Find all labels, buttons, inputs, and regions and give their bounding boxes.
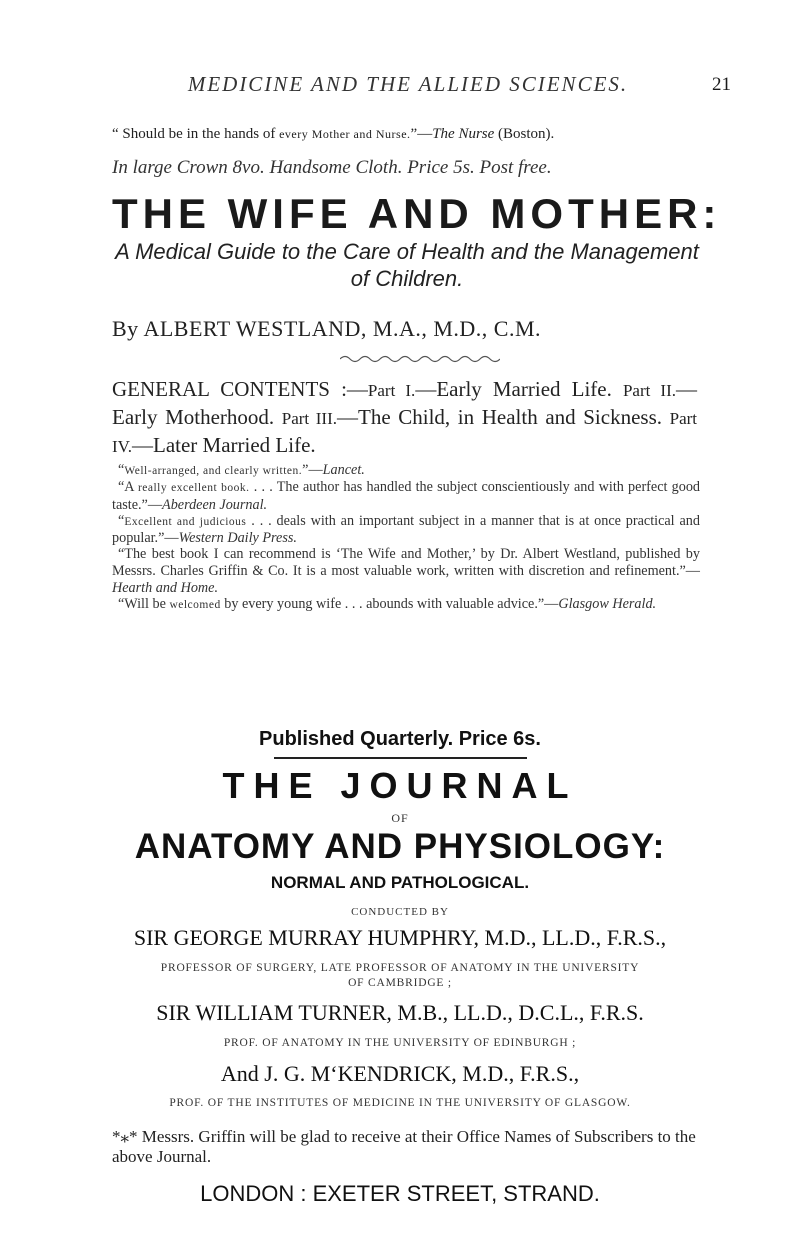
editor-affiliation: PROF. OF THE INSTITUTES OF MEDICINE IN THE UNIVERSITY OF GLASGOW. <box>169 1097 631 1109</box>
editor-name: And J. G. M‘KENDRICK, M.D., F.R.S., <box>220 1061 580 1086</box>
running-header: MEDICINE AND THE ALLIED SCIENCES. <box>187 72 629 96</box>
book-title: THE WIFE AND MOTHER: <box>112 190 722 237</box>
editor-name: SIR GEORGE MURRAY HUMPHRY, M.D., LL.D., F.R.S., <box>133 925 667 950</box>
page-number: 21 <box>712 74 731 95</box>
conducted-by: CONDUCTED BY <box>351 906 449 918</box>
nurse-quote: “ Should be in the hands of every Mother and Nurse.”—The Nurse (Boston). <box>112 126 555 142</box>
heading-rule <box>274 757 527 759</box>
general-contents: GENERAL CONTENTS :—Part I.—Early Married Life. Part II.—Early Motherhood. Part III.—The Child, in Health and Sickness. Part IV.—Later Married Life. <box>112 377 697 457</box>
format-price-line: In large Crown 8vo. Handsome Cloth. Price 5s. Post free. <box>112 157 552 178</box>
review-item: “The best book I can recommend is ‘The Wife and Mother,’ by Dr. Albert Westland, published by Messrs. Charles Griffin & Co. It is a most valuable work, written with discretion and refinement.”—Hearth and Home. <box>112 546 700 597</box>
journal-of: OF <box>391 811 409 825</box>
journal-subject: ANATOMY AND PHYSIOLOGY: <box>134 827 666 866</box>
editor-affiliation: PROF. OF ANATOMY IN THE UNIVERSITY OF EDINBURGH ; <box>223 1037 577 1049</box>
book-subtitle: A Medical Guide to the Care of Health and the Management of Children. <box>115 239 699 291</box>
press-reviews <box>112 462 700 614</box>
review-item: “Will be welcomed by every young wife . . . abounds with valuable advice.”—Glasgow Herald. <box>118 596 657 613</box>
publisher-imprint: LONDON : EXETER STREET, STRAND. <box>200 1181 600 1206</box>
review-item: “A really excellent book. . . . The author has handled the subject conscientiously and with perfect good taste.”—Aberdeen Journal. <box>112 479 701 513</box>
subscriber-notice: *⁎* Messrs. Griffin will be glad to receive at their Office Names of Subscribers to the above Journal. <box>112 1127 696 1166</box>
journal-title: THE JOURNAL <box>222 765 578 806</box>
published-quarterly: Published Quarterly. Price 6s. <box>259 728 541 750</box>
wavy-divider <box>340 354 500 364</box>
review-item: “Well-arranged, and clearly written.”—Lancet. <box>118 462 365 478</box>
editor-name: SIR WILLIAM TURNER, M.B., LL.D., D.C.L., F.R.S. <box>156 1000 644 1025</box>
journal-subtitle: NORMAL AND PATHOLOGICAL. <box>270 873 530 892</box>
editor-affiliation: PROFESSOR OF SURGERY, LATE PROFESSOR OF ANATOMY IN THE UNIVERSITY OF CAMBRIDGE ; <box>160 962 640 989</box>
author-byline: By ALBERT WESTLAND, M.A., M.D., C.M. <box>112 316 542 341</box>
review-item: “Excellent and judicious . . . deals with an important subject in a manner that is at once practical and popular.”—Western Daily Press. <box>112 512 700 547</box>
